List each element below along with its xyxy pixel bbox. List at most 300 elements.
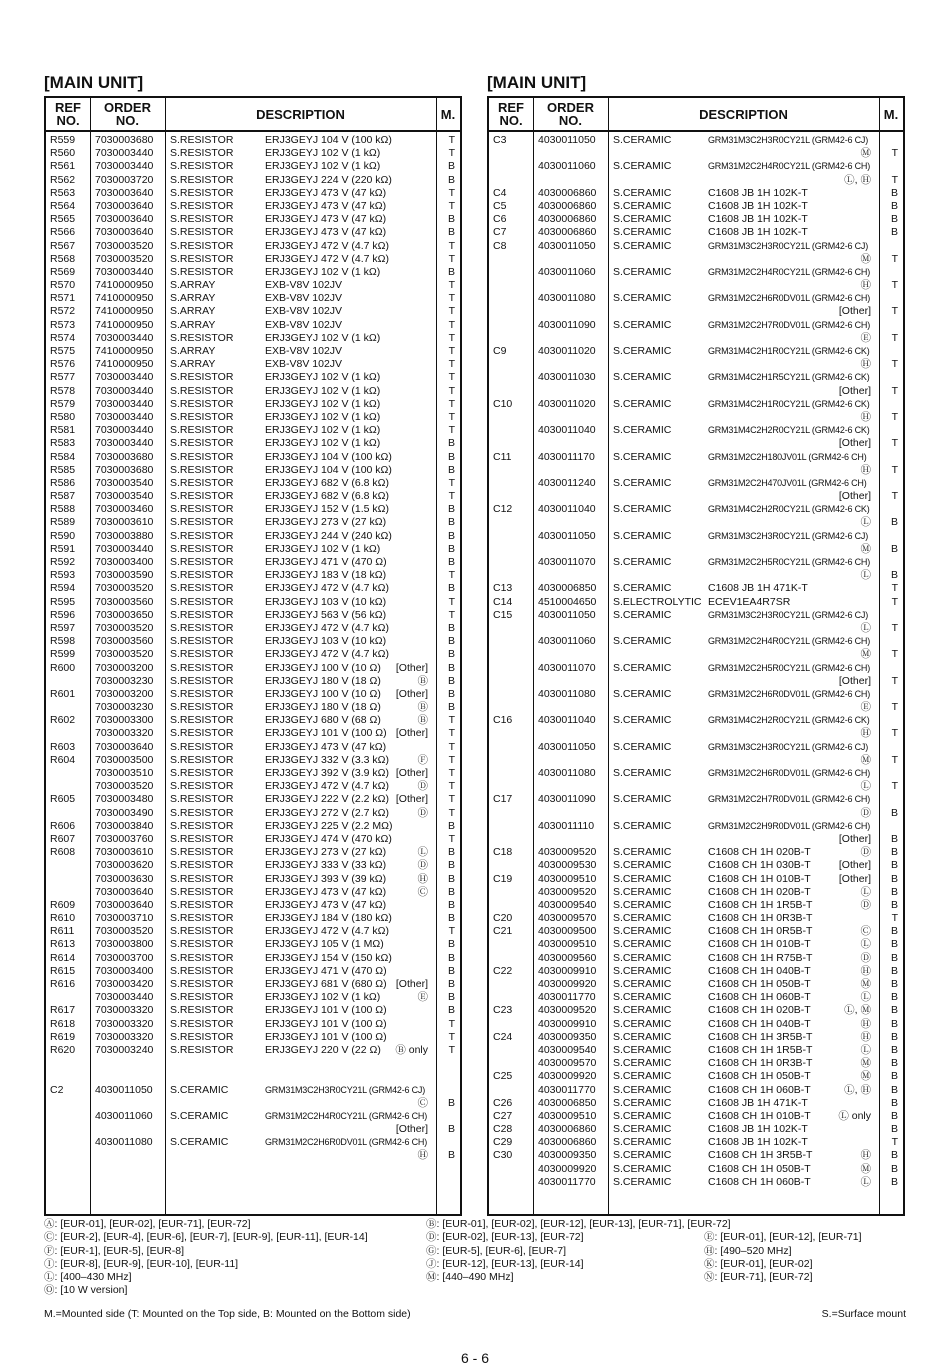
table-row: [46, 147, 460, 160]
order-no-cell: 7030003590: [95, 569, 154, 582]
table-row: [46, 319, 460, 332]
ref-no-cell: R565: [50, 213, 76, 226]
table-row: [489, 899, 903, 912]
mounted-side-cell: B: [447, 701, 455, 714]
version-note-cell: [Other]: [838, 437, 871, 450]
part-number-cell: ERJ3GEYJ 183 V (18 kΩ): [265, 569, 387, 582]
part-type-cell: S.CERAMIC: [613, 925, 672, 938]
part-number-cell: GRM31M2C2H4R0CY21L (GRM42-6 CH): [708, 161, 871, 172]
part-number-cell: ERJ3GEYJ 184 V (180 kΩ): [265, 912, 392, 925]
order-no-cell: 7410000950: [95, 305, 154, 318]
part-type-cell: S.RESISTOR: [170, 714, 234, 727]
order-no-cell: 7030003490: [95, 806, 154, 819]
table-row: [489, 978, 903, 991]
table-row: [489, 240, 903, 253]
version-note-cell: Ⓛ: [860, 569, 871, 582]
table-row: [46, 820, 460, 833]
part-type-cell: S.ELECTROLYTIC: [613, 595, 702, 608]
mounted-side-cell: T: [448, 806, 455, 819]
part-type-cell: S.ARRAY: [170, 345, 216, 357]
table-row: [489, 1084, 903, 1097]
order-no-header: ORDER NO.: [547, 100, 594, 128]
order-no-cell: 4030011060: [538, 160, 596, 173]
part-number-cell: ERJ3GEYJ 473 V (47 kΩ): [265, 898, 387, 911]
part-type-cell: S.RESISTOR: [170, 371, 234, 384]
part-type-cell: S.RESISTOR: [170, 991, 234, 1004]
part-number-cell: ERJ3GEYJ 682 V (6.8 kΩ): [265, 490, 389, 503]
part-number-cell: ERJ3GEYJ 101 V (100 Ω): [265, 727, 387, 740]
part-number-cell: C1608 CH 1H R75B-T: [708, 951, 813, 964]
part-number-cell: ERJ3GEYJ 392 V (3.9 kΩ): [265, 767, 389, 779]
table-row: [46, 780, 460, 793]
part-type-cell: S.RESISTOR: [170, 186, 234, 199]
order-no-cell: 4030009920: [538, 978, 597, 990]
part-number-cell: GRM31M3C2H3R0CY21L (GRM42-6 CJ): [708, 530, 869, 541]
part-number-cell: GRM31M3C2H3R0CY21L (GRM42-6 CJ): [708, 741, 869, 752]
part-number-cell: ERJ3GEYJ 180 V (18 Ω): [265, 674, 381, 687]
order-no-cell: 7030003440: [95, 424, 154, 437]
part-number-cell: ERJ3GEYJ 100 V (10 Ω): [265, 687, 381, 700]
version-note-cell: Ⓜ: [860, 648, 871, 661]
part-type-cell: S.RESISTOR: [170, 964, 234, 977]
table-row: [46, 648, 460, 661]
order-no-cell: 4030011090: [538, 793, 596, 806]
table-row: [46, 807, 460, 820]
part-type-cell: S.RESISTOR: [170, 806, 234, 819]
table-row: [46, 569, 460, 582]
version-note-cell: Ⓛ: [860, 938, 871, 951]
mounted-side-cell: B: [447, 265, 455, 278]
table-row: [46, 675, 460, 688]
ref-no-cell: R613: [50, 938, 76, 951]
table-row: [489, 1097, 903, 1110]
part-number-cell: ERJ3GEYJ 472 V (4.7 kΩ): [265, 252, 389, 265]
table-row: [489, 622, 903, 635]
order-no-cell: 7410000950: [95, 345, 154, 357]
part-number-cell: ERJ3GEYJ 333 V (33 kΩ): [265, 859, 387, 872]
table-row: [489, 991, 903, 1004]
version-note-cell: Ⓛ, Ⓗ: [844, 173, 871, 186]
order-no-cell: 7030003620: [95, 859, 154, 872]
part-number-cell: GRM31M4C2H1R5CY21L (GRM42-6 CK): [708, 372, 870, 383]
version-note-cell: Ⓜ: [860, 252, 871, 265]
version-note-cell: Ⓛ: [860, 991, 871, 1004]
table-row: [489, 1163, 903, 1176]
part-number-cell: GRM31M3C2H3R0CY21L (GRM42-6 CJ): [708, 240, 869, 251]
part-number-cell: GRM31M2C2H470JV01L (GRM42-6 CH): [708, 477, 867, 488]
version-note-cell: Ⓜ: [860, 1057, 871, 1070]
table-row: [46, 1123, 460, 1136]
part-number-cell: C1608 CH 1H 020B-T: [708, 846, 811, 859]
ref-no-cell: C14: [493, 595, 513, 608]
part-number-cell: EXB-V8V 102JV: [265, 305, 343, 318]
version-note-cell: Ⓔ: [860, 701, 871, 714]
version-note-cell: Ⓛ, Ⓗ: [844, 1083, 871, 1096]
table-row: [46, 886, 460, 899]
legend-entry: Ⓔ: [EUR-01], [EUR-12], [EUR-71]: [704, 1231, 862, 1244]
version-note-cell: Ⓗ: [417, 1149, 428, 1162]
mounted-side-cell: T: [891, 727, 898, 740]
part-type-cell: S.RESISTOR: [170, 1004, 234, 1017]
order-no-cell: 4030006860: [538, 1136, 597, 1149]
part-number-cell: ERJ3GEYJ 103 V (10 kΩ): [265, 595, 387, 608]
mounted-header: M.: [440, 106, 456, 122]
part-type-cell: S.CERAMIC: [613, 1123, 672, 1136]
mounted-side-cell: B: [447, 661, 455, 674]
table-row: [489, 1136, 903, 1149]
part-number-cell: C1608 CH 1H 0R5B-T: [708, 925, 813, 938]
table-row: [489, 1057, 903, 1070]
order-no-cell: 4030011060: [95, 1109, 153, 1122]
version-note-cell: Ⓗ: [860, 279, 871, 292]
mounted-side-cell: T: [448, 608, 455, 621]
table-row: [46, 385, 460, 398]
mounted-side-cell: T: [891, 1136, 898, 1149]
left-parts-table: [44, 96, 462, 1216]
part-number-cell: ERJ3GEYJ 104 V (100 kΩ): [265, 450, 392, 463]
legend-entry: Ⓙ: [EUR-12], [EUR-13], [EUR-14]: [426, 1257, 584, 1270]
ref-no-cell: R603: [50, 740, 76, 753]
mounted-side-cell: T: [891, 463, 898, 476]
mounted-side-cell: B: [447, 213, 455, 226]
part-type-cell: S.RESISTOR: [170, 648, 234, 661]
version-note-cell: [Other]: [838, 674, 871, 687]
right-section-title: [MAIN UNIT]: [487, 73, 587, 92]
legend-entry: Ⓒ: [EUR-2], [EUR-4], [EUR-6], [EUR-7], [EUR-9], [EUR-11], [EUR-14]: [44, 1231, 368, 1244]
part-number-cell: ERJ3GEYJ 682 V (6.8 kΩ): [265, 476, 389, 489]
order-no-cell: 4030011050: [538, 239, 596, 252]
order-no-cell: 4030009560: [538, 951, 597, 964]
right-table-header: [489, 98, 903, 132]
table-row: [489, 147, 903, 160]
mounted-side-cell: B: [447, 463, 455, 476]
mounted-side-cell: T: [891, 252, 898, 265]
version-note-cell: Ⓜ: [860, 147, 871, 160]
ref-no-cell: C23: [493, 1004, 513, 1017]
order-no-cell: 7030003520: [95, 582, 154, 595]
order-no-cell: 4030011050: [538, 529, 596, 542]
table-row: [46, 767, 460, 780]
part-number-cell: ERJ3GEYJ 104 V (100 kΩ): [265, 134, 392, 146]
order-no-cell: 4030009520: [538, 846, 597, 859]
table-row: [489, 253, 903, 266]
part-type-cell: S.CERAMIC: [613, 213, 672, 226]
legend-entry: Ⓓ: [EUR-02], [EUR-13], [EUR-72]: [426, 1231, 584, 1244]
part-number-cell: ERJ3GEYJ 244 V (240 kΩ): [265, 529, 392, 542]
table-row: [46, 662, 460, 675]
order-no-cell: 7030003440: [95, 371, 154, 384]
part-number-cell: ERJ3GEYJ 225 V (2.2 MΩ): [265, 819, 393, 832]
part-type-cell: S.RESISTOR: [170, 701, 234, 714]
mounted-side-cell: B: [447, 687, 455, 700]
legend-entry: Ⓝ: [EUR-71], [EUR-72]: [704, 1271, 813, 1284]
table-row: [489, 767, 903, 780]
ref-no-cell: R598: [50, 635, 76, 648]
ref-no-cell: R609: [50, 898, 76, 911]
order-no-cell: 7030003700: [95, 951, 154, 964]
ref-no-header: REF NO.: [498, 100, 524, 128]
mounted-side-cell: T: [891, 147, 898, 160]
part-number-cell: ERJ3GEYJ 473 V (47 kΩ): [265, 740, 387, 753]
part-type-cell: S.RESISTOR: [170, 635, 234, 648]
table-row: [46, 582, 460, 595]
part-type-cell: S.CERAMIC: [613, 885, 672, 898]
part-type-cell: S.CERAMIC: [613, 1162, 672, 1175]
table-row: [46, 714, 460, 727]
mounted-side-cell: T: [448, 279, 455, 292]
legend-line: [44, 1271, 906, 1284]
ref-no-cell: R597: [50, 621, 76, 634]
part-number-cell: C1608 JB 1H 102K-T: [708, 213, 808, 226]
table-row: [489, 174, 903, 187]
table-row: [46, 596, 460, 609]
mounted-side-cell: T: [891, 648, 898, 661]
part-type-cell: S.RESISTOR: [170, 397, 234, 410]
part-type-cell: S.RESISTOR: [170, 529, 234, 542]
table-row: [489, 1004, 903, 1017]
part-type-cell: S.RESISTOR: [170, 674, 234, 687]
part-type-cell: S.CERAMIC: [613, 1096, 672, 1109]
table-row: [46, 1084, 460, 1097]
part-type-cell: S.RESISTOR: [170, 134, 234, 146]
legend-entry: Ⓑ: [EUR-01], [EUR-02], [EUR-12], [EUR-13], [EUR-71], [EUR-72]: [426, 1218, 731, 1230]
part-number-cell: C1608 JB 1H 102K-T: [708, 199, 808, 212]
mounted-side-cell: T: [448, 1017, 455, 1030]
order-no-cell: 7030003460: [95, 503, 154, 516]
part-number-cell: ERJ3GEYJ 102 V (1 kΩ): [265, 384, 381, 397]
part-type-cell: S.RESISTOR: [170, 490, 234, 503]
mounted-side-cell: T: [891, 358, 898, 371]
mounted-side-cell: T: [448, 318, 455, 331]
part-number-cell: ERJ3GEYJ 472 V (4.7 kΩ): [265, 582, 389, 595]
table-row: [489, 938, 903, 951]
part-type-cell: S.RESISTOR: [170, 753, 234, 766]
version-note-cell: Ⓑ: [417, 701, 428, 714]
order-no-cell: 7030003640: [95, 898, 154, 911]
ref-no-cell: C17: [493, 793, 513, 806]
ref-no-cell: R579: [50, 397, 76, 410]
order-no-cell: 4030009500: [538, 925, 597, 938]
table-row: [46, 371, 460, 384]
part-type-cell: S.CERAMIC: [613, 503, 672, 516]
mounted-side-cell: T: [891, 582, 898, 595]
ref-no-cell: C27: [493, 1109, 513, 1122]
legend-entry: Ⓘ: [EUR-8], [EUR-9], [EUR-10], [EUR-11]: [44, 1257, 239, 1270]
part-type-cell: S.RESISTOR: [170, 978, 234, 990]
part-number-cell: C1608 JB 1H 471K-T: [708, 582, 808, 595]
order-no-cell: 7030003650: [95, 608, 154, 621]
order-no-cell: 7030003720: [95, 173, 154, 186]
mounted-side-cell: B: [890, 199, 898, 212]
part-type-cell: S.CERAMIC: [613, 767, 672, 779]
ref-no-cell: C6: [493, 213, 507, 226]
part-number-cell: GRM31M4C2H1R0CY21L (GRM42-6 CK): [708, 398, 870, 409]
part-number-cell: C1608 CH 1H 010B-T: [708, 872, 811, 885]
part-number-cell: ERJ3GEYJ 471 V (470 Ω): [265, 964, 387, 977]
part-type-cell: S.CERAMIC: [613, 318, 672, 331]
part-type-cell: S.RESISTOR: [170, 410, 234, 423]
part-type-cell: S.CERAMIC: [613, 226, 672, 239]
table-row: [46, 1097, 460, 1110]
mounted-side-cell: B: [890, 1043, 898, 1056]
part-type-cell: S.RESISTOR: [170, 1043, 234, 1056]
mounted-side-cell: T: [448, 252, 455, 265]
order-no-cell: 7030003520: [95, 925, 154, 938]
mounted-side-cell: T: [891, 384, 898, 397]
order-no-cell: 7030003520: [95, 621, 154, 634]
part-type-cell: S.CERAMIC: [613, 239, 672, 252]
order-no-cell: 4030011770: [538, 1083, 596, 1096]
table-row: [489, 332, 903, 345]
table-row: [489, 1070, 903, 1083]
table-row: [489, 714, 903, 727]
mounted-side-cell: T: [448, 740, 455, 753]
ref-no-cell: R584: [50, 450, 76, 463]
mounted-side-cell: T: [448, 767, 455, 779]
table-row: [489, 477, 903, 490]
ref-no-cell: R577: [50, 371, 76, 384]
version-note-cell: Ⓗ: [417, 872, 428, 885]
mounted-side-cell: B: [447, 516, 455, 529]
version-note-cell: Ⓛ: [860, 780, 871, 793]
part-number-cell: ERJ3GEYJ 102 V (1 kΩ): [265, 147, 381, 160]
right-table-body: [489, 134, 903, 1189]
part-number-cell: C1608 CH 1H 010B-T: [708, 938, 811, 951]
mounted-side-cell: T: [891, 701, 898, 714]
mounted-side-cell: B: [447, 819, 455, 832]
part-number-cell: GRM31M4C2H1R0CY21L (GRM42-6 CK): [708, 346, 870, 356]
mounted-side-cell: T: [448, 595, 455, 608]
ref-no-cell: C20: [493, 912, 513, 925]
mounted-side-cell: B: [447, 872, 455, 885]
order-no-cell: 4030009520: [538, 1004, 597, 1017]
version-note-cell: [Other]: [395, 978, 428, 990]
part-number-cell: C1608 CH 1H 3R5B-T: [708, 1149, 813, 1162]
order-no-cell: 4030011770: [538, 1175, 596, 1188]
description-header: DESCRIPTION: [699, 106, 788, 122]
part-type-cell: S.CERAMIC: [613, 476, 672, 489]
table-row: [489, 582, 903, 595]
table-row: [46, 609, 460, 622]
part-number-cell: ERJ3GEYJ 272 V (2.7 kΩ): [265, 806, 389, 819]
part-number-cell: ERJ3GEYJ 222 V (2.2 kΩ): [265, 793, 389, 806]
table-row: [46, 991, 460, 1004]
table-row: [46, 965, 460, 978]
mounted-side-cell: B: [447, 529, 455, 542]
part-type-cell: S.CERAMIC: [613, 1070, 672, 1083]
table-row: [489, 1176, 903, 1189]
legend-entry: Ⓚ: [EUR-01], [EUR-02]: [704, 1257, 813, 1270]
ref-no-cell: R573: [50, 318, 76, 331]
order-no-cell: 7030003560: [95, 595, 154, 608]
part-number-cell: ERJ3GEYJ 681 V (680 Ω): [265, 978, 387, 990]
ref-no-cell: R607: [50, 832, 76, 845]
table-row: [489, 292, 903, 305]
version-note-cell: Ⓗ: [860, 964, 871, 977]
table-row: [489, 398, 903, 411]
part-type-cell: S.RESISTOR: [170, 384, 234, 397]
order-no-cell: 4030006860: [538, 1123, 597, 1136]
part-type-cell: S.CERAMIC: [170, 1083, 229, 1096]
mounted-side-cell: T: [448, 186, 455, 199]
part-type-cell: S.RESISTOR: [170, 424, 234, 437]
part-type-cell: S.CERAMIC: [613, 793, 672, 806]
part-number-cell: ERJ3GEYJ 472 V (4.7 kΩ): [265, 925, 389, 938]
version-note-cell: [Other]: [395, 793, 428, 806]
part-number-cell: ERJ3GEYJ 102 V (1 kΩ): [265, 265, 381, 278]
table-row: [46, 1031, 460, 1044]
mounted-side-cell: B: [447, 450, 455, 463]
order-no-cell: 4030011770: [538, 991, 596, 1004]
table-row: [46, 1136, 460, 1149]
part-number-cell: ECEV1EA4R7SR: [708, 595, 791, 608]
part-type-cell: S.CERAMIC: [613, 687, 672, 700]
order-no-cell: 4030009510: [538, 872, 597, 885]
legend-entry: Ⓗ: [490–520 MHz]: [704, 1244, 792, 1257]
order-no-cell: 7030003320: [95, 1030, 154, 1043]
mounted-side-cell: B: [890, 806, 898, 819]
table-row: [46, 635, 460, 648]
mounted-side-cell: B: [447, 621, 455, 634]
order-no-cell: 7030003400: [95, 556, 154, 568]
mounted-side-cell: B: [447, 846, 455, 859]
order-no-cell: 4030011080: [95, 1136, 153, 1149]
table-row: [46, 622, 460, 635]
ref-no-cell: R601: [50, 687, 76, 700]
ref-no-cell: C4: [493, 186, 507, 199]
mounted-side-cell: B: [447, 542, 455, 555]
mounted-side-cell: T: [448, 199, 455, 212]
mounted-side-cell: T: [448, 1030, 455, 1043]
part-number-cell: ERJ3GEYJ 473 V (47 kΩ): [265, 186, 387, 199]
part-number-cell: C1608 CH 1H 060B-T: [708, 1175, 811, 1188]
part-number-cell: C1608 CH 1H 0R3B-T: [708, 912, 813, 925]
order-no-cell: 7030003840: [95, 819, 154, 832]
table-row: [46, 833, 460, 846]
mounted-side-cell: B: [447, 951, 455, 964]
mounted-side-cell: T: [448, 371, 455, 384]
order-no-cell: 7030003300: [95, 714, 154, 727]
part-type-cell: S.CERAMIC: [613, 740, 672, 753]
order-no-cell: 4030009350: [538, 1149, 597, 1162]
part-type-cell: S.RESISTOR: [170, 608, 234, 621]
ref-no-cell: R611: [50, 925, 75, 938]
table-row: [489, 451, 903, 464]
part-number-cell: ERJ3GEYJ 220 V (22 Ω): [265, 1043, 381, 1056]
table-row: [46, 754, 460, 767]
part-type-cell: S.CERAMIC: [613, 160, 672, 173]
order-no-cell: 7030003440: [95, 542, 154, 555]
order-no-cell: 4030011040: [538, 714, 596, 727]
ref-no-cell: R620: [50, 1043, 76, 1056]
order-no-cell: 4030009920: [538, 1070, 597, 1083]
part-number-cell: ERJ3GEYJ 104 V (100 kΩ): [265, 463, 392, 476]
table-row: [489, 556, 903, 569]
version-note-cell: Ⓛ: [860, 621, 871, 634]
order-no-cell: 4030006860: [538, 213, 597, 226]
table-row: [489, 319, 903, 332]
description-header: DESCRIPTION: [256, 106, 345, 122]
part-type-cell: S.CERAMIC: [613, 1083, 672, 1096]
mounted-side-cell: T: [448, 292, 455, 305]
ref-no-cell: R616: [50, 978, 76, 990]
version-note-cell: [Other]: [395, 687, 428, 700]
order-no-cell: 4030009910: [538, 964, 597, 977]
version-note-cell: Ⓑ: [417, 674, 428, 687]
order-no-cell: 4030011050: [538, 608, 596, 621]
part-type-cell: S.RESISTOR: [170, 885, 234, 898]
ref-no-cell: R570: [50, 279, 76, 292]
